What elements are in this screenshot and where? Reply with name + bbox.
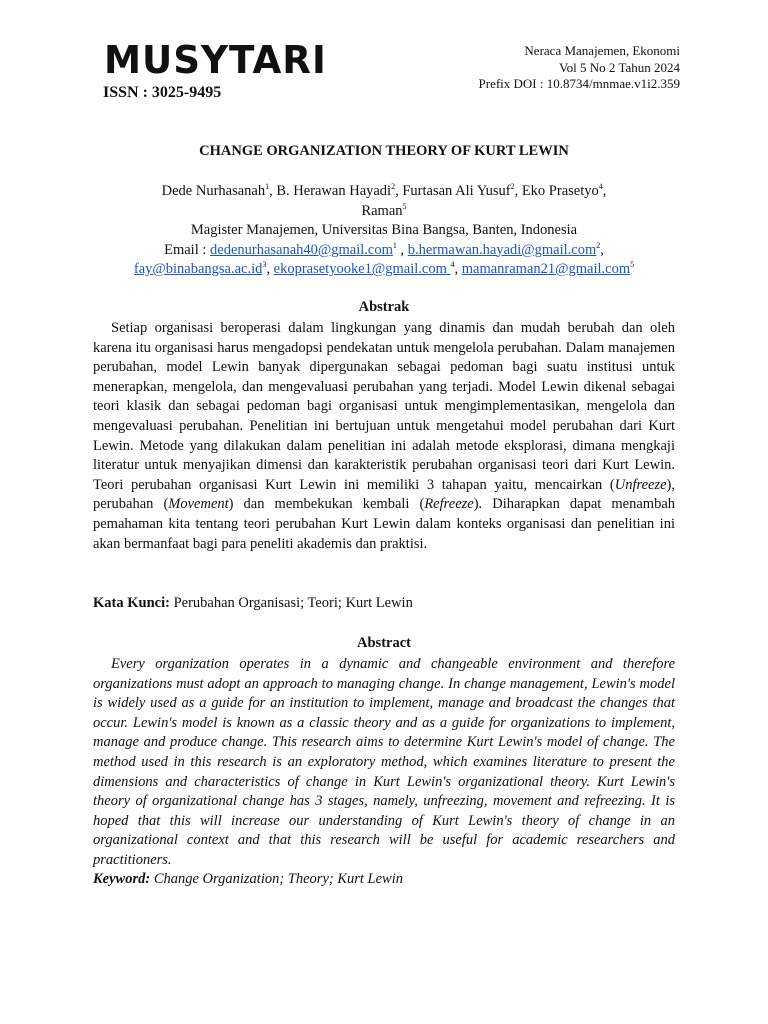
email-sup: 3	[262, 260, 267, 270]
abstrak-text: ), perubahan (	[93, 476, 675, 513]
keyword-text: Change Organization; Theory; Kurt Lewin	[150, 871, 404, 887]
abstract-body	[93, 655, 675, 871]
author-sup: 1	[265, 182, 270, 192]
author-name: , Furtasan Ali Yusuf	[395, 183, 511, 199]
email-sup: 5	[630, 260, 635, 270]
abstrak-term: Unfreeze	[614, 476, 667, 493]
abstrak-text: ) dan membekukan kembali (	[228, 496, 425, 513]
email-sep: ,	[396, 241, 408, 258]
email-link[interactable]: ekoprasetyooke1@gmail.com	[273, 261, 451, 277]
email-sep: ,	[600, 241, 604, 258]
abstrak-body	[93, 319, 675, 554]
email-link[interactable]: b.hermawan.hayadi@gmail.com	[407, 241, 597, 258]
email-sep: ,	[266, 261, 274, 277]
journal-name: Neraca Manajemen, Ekonomi	[524, 43, 680, 58]
abstrak-text: ). Diharapkan dapat menambah pemahaman kita tentang teori perubahan Kurt Lewin dalam konteks organisasi dan penelitian ini akan bermanfaat bagi para peneliti akademis dan praktisi.	[93, 496, 675, 552]
author-names	[93, 182, 675, 221]
email-list	[93, 241, 675, 280]
journal-volume: Vol 5 No 2 Tahun 2024	[558, 59, 680, 75]
author-sup: 2	[391, 182, 396, 192]
author-sup: 2	[510, 182, 515, 192]
author-name: , B. Herawan Hayadi	[269, 183, 392, 199]
abstrak-term: Refreeze	[424, 496, 474, 513]
email-link[interactable]: fay@binabangsa.ac.id	[133, 261, 263, 277]
abstrak-heading: Abstrak	[358, 299, 410, 315]
abstrak-text: Setiap organisasi beroperasi dalam lingkungan yang dinamis dan mudah berubah dan oleh karena itu organisasi harus mengadopsi pendekatan untuk mengelola perubahan. Dalam manajemen perubahan, model Lewin banyak dipergunakan sebagai pedoman bagi suatu institusi untuk menerapkan, mengelola, dan mengevaluasi perubahan yang terjadi. Model Lewin dikenal sebagai teori klasik dan sebagai pedoman bagi organisasi untuk mengimplementasikan, mengelola dan mengevaluasi perubahan. Penelitian ini bertujuan untuk mengetahui model perubahan dari Kurt Lewin. Metode yang dilakukan dalam penelitian ini adalah metode eksplorasi, dimana mengkaji literatur untuk menyajikan dimensi dan karakteristik perubahan organisasi teori dari Kurt Lewin. Teori perubahan organisasi Kurt Lewin ini memiliki 3 tahapan yaitu, mencairkan (	[93, 320, 675, 493]
author-block	[93, 182, 675, 280]
kata-kunci	[93, 595, 675, 612]
issn-number: ISSN : 3025-9495	[103, 84, 222, 101]
email-sup: 2	[596, 240, 601, 250]
kata-kunci-label: Kata Kunci:	[93, 595, 170, 611]
keyword-label: Keyword:	[93, 871, 151, 887]
affiliation: Magister Manajemen, Universitas Bina Bangsa, Banten, Indonesia	[190, 222, 578, 238]
author-name: , Eko Prasetyo	[514, 183, 599, 199]
email-link[interactable]: mamanraman21@gmail.com	[461, 261, 631, 277]
email-sup: 4	[450, 260, 455, 270]
journal-info	[479, 43, 680, 93]
email-link[interactable]: dedenurhasanah40@gmail.com	[210, 241, 393, 258]
author-name: Dede Nurhasanah	[161, 183, 266, 199]
email-sep: ,	[454, 261, 462, 277]
abstrak-paragraph	[93, 319, 675, 554]
journal-logo: MUSYTARI	[104, 38, 327, 82]
email-sup: 1	[392, 240, 397, 250]
abstract-paragraph: Every organization operates in a dynamic and changeable environment and therefore organizations must adopt an approach to managing change. In change management, Lewin's model is widely used as a guide for an institution to implement, manage and broadcast the changes that occur. Lewin's model is known as a classic theory and as a guide for organizations to implement, manage and produce change. This research aims to determine Kurt Lewin's model of change. The method used in this research is an exploratory method, which examines literature to present the dimensions and characteristics of change in Kurt Lewin's organizational theory. Kurt Lewin's theory of organizational change has 3 stages, namely, unfreezing, movement and refreezing. It is hoped that this will increase our understanding of Kurt Lewin's theory of change in an organizational context and that this research will be useful for academic researchers and practitioners.	[93, 656, 675, 868]
abstrak-term: Movement	[168, 496, 229, 513]
author-sup: 5	[402, 201, 407, 211]
abstract-heading: Abstract	[357, 635, 411, 651]
keyword	[93, 871, 675, 888]
paper-title: CHANGE ORGANIZATION THEORY OF KURT LEWIN	[199, 143, 569, 159]
kata-kunci-text: Perubahan Organisasi; Teori; Kurt Lewin	[169, 595, 413, 611]
email-label: Email :	[164, 241, 211, 258]
author-sep: ,	[602, 183, 607, 199]
journal-doi: Prefix DOI : 10.8734/mnmae.v1i2.359	[478, 76, 680, 91]
author-name: Raman	[361, 202, 403, 219]
author-sup: 4	[598, 182, 603, 192]
